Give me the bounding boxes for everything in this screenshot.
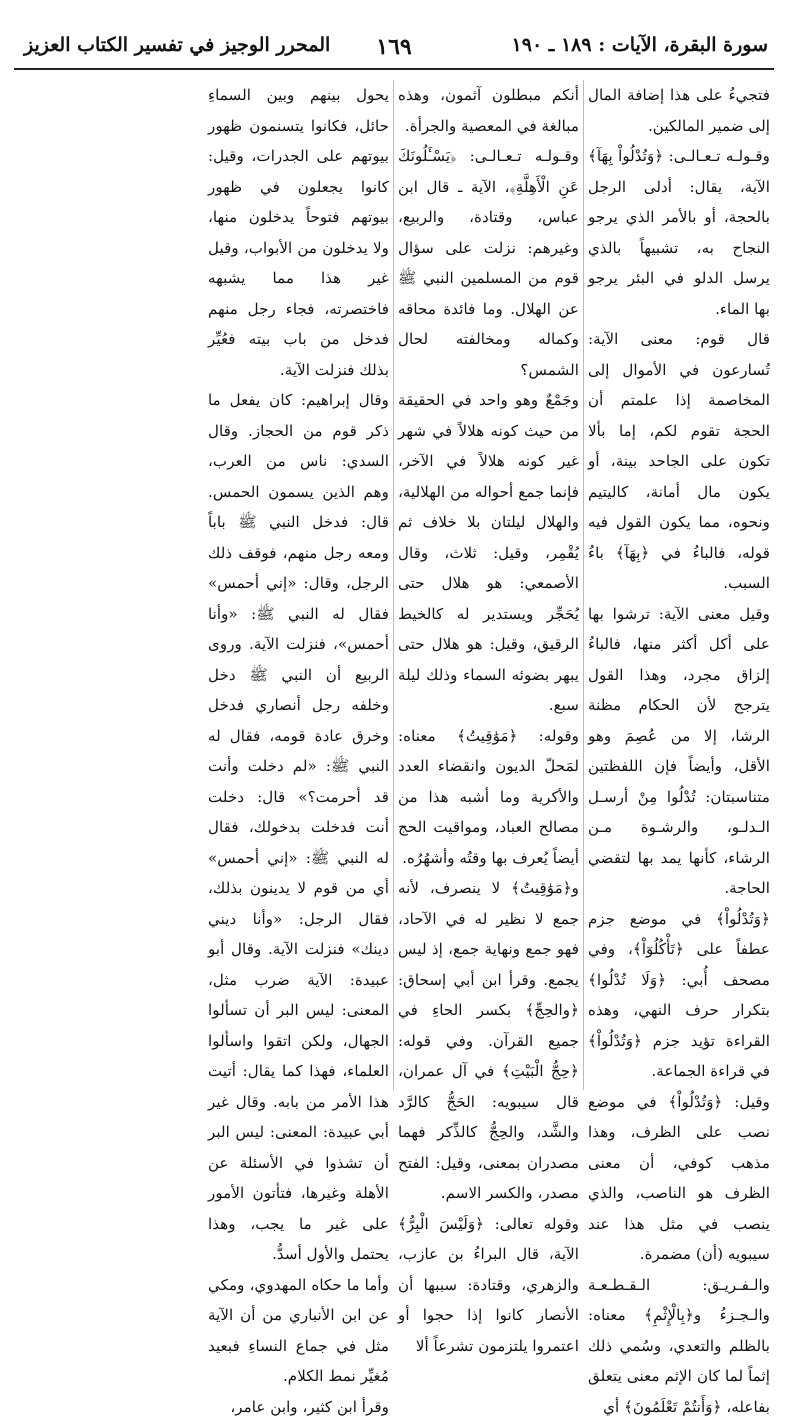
paragraph: قال قوم: معنى الآية: تُسارعون في الأموال إلى المخاصمة إذا علمتم أن الحجة تقوم لكم، إما بألا تكون على الجاحد بينة، أو يكون مال أمانة، كاليتيم ونحوه، مما يكون القول فيه قوله، فالباءُ في ﴿بِهَآ﴾ باءُ السبب. — [588, 324, 770, 599]
column-1 — [584, 80, 774, 1090]
paragraph: و﴿مَوَٰقِيتُ﴾ لا ينصرف، لأنه جمع لا نظير له في الآحاد، فهو جمع ونهاية جمع، إذ ليس يجمع. وقرأ ابن أبي إسحاق: ﴿والحِجِّ﴾ بكسر الحاءِ في جميع القرآن. وفي قوله: ﴿حِجُّ الْبَيْتِ﴾ في آل عمران، قال سيبويه: الحَجُّ كالرَّد والشَّد، والحِجُّ كالذِّكر فهما مصدران بمعنى، وقيل: الفتح مصدر، والكسر الاسم. — [398, 873, 579, 1209]
text-columns — [14, 80, 774, 1090]
paragraph: وقيل: ﴿وَتُدْلُواْ﴾ في موضع نصب على الظرف، وهذا مذهب كوفي، أن معنى الظرف هو الناصب، والذي ينصب في مثل هذا عند سيبويه (أن) مضمرة. — [588, 1087, 770, 1270]
paragraph: يحول بينهم وبين السماءِ حائل، فكانوا يتسنمون ظهور بيوتهم على الجدرات، وقيل: كانوا يجعلون في ظهور بيوتهم فتوحاً يدخلون منها، ولا يدخلون من الأبواب، وقيل غير هذا مما يشبهه فاختصرته، فجاء رجل منهم فدخل من باب بيته فعُيِّر بذلك فنزلت الآية. — [208, 80, 389, 385]
paragraph: ﴿وَتُدْلُواْ﴾ في موضع جزم عطفاً على ﴿تَأْكُلُوٓاْ﴾، وفي مصحف أُبي: ﴿وَلَا تُدْلُوا﴾ بتكرار حرف النهي، وهذه القراءة تؤيد جزم ﴿وَتُدْلُواْ﴾ في قراءة الجماعة. — [588, 904, 770, 1087]
surah-label: سورة البقرة، الآيات : ١٨٩ ـ ١٩٠ — [512, 34, 768, 56]
paragraph: وقـولـه تـعـالـى: ﴿يَسْـَٔلُونَكَ عَنِ الْأَهِلَّةِ﴾، الآية ـ قال ابن عباس، وقتادة، والربيع، وغيرهم: نزلت على سؤال قوم من المسلمين النبي ﷺ عن الهلال. وما فائدة محاقه وكماله ومخالفته لحال الشمس؟ — [398, 141, 579, 385]
paragraph: والـفـريـق: الـقـطـعـة والـجـزءُ و﴿بِالْإِثْمِ﴾ معناه: بالظلم والتعدي، وسُمي ذلك إثماً لما كان الإثم معنى يتعلق بفاعله، ﴿وَأَنتُمْ تَعْلَمُونَ﴾ أي — [588, 1270, 770, 1422]
paragraph: أنكم مبطلون آثمون، وهذه مبالغة في المعصية والجرأة. — [398, 80, 579, 141]
paragraph: وقوله تعالى: ﴿وَلَيْسَ الْبِرُّ﴾ الآية، قال البراءُ بن عازب، والزهري، وقتادة: سببها أن الأنصار كانوا إذا حجوا أو اعتمروا يلتزمون تشرعاً ألا — [398, 1209, 579, 1362]
page-header — [14, 34, 774, 70]
paragraph: وقـولـه تـعـالـى: ﴿وَتُدْلُواْ بِهَآ﴾ الآية، يقال: أدلى الرجل بالحجة، أو بالأمر الذي يرجو النجاح به، تشبيهاً بالذي يرسل الدلو في البئر يرجو بها الماء. — [588, 141, 770, 324]
paragraph: وقال إبراهيم: كان يفعل ما ذكر قوم من الحجاز. وقال السدي: ناس من العرب، وهم الذين يسمون الحمس. قال: فدخل النبي ﷺ باباً ومعه رجل منهم، فوقف ذلك الرجل، وقال: «إني أحمس» فقال له النبي ﷺ: «وأنا أحمس»، فنزلت الآية. وروى الربيع أن النبي ﷺ دخل وخلفه رجل أنصاري فدخل وخرق عادة قومه، فقال له النبي ﷺ: «لم دخلت وأنت قد أحرمت؟» قال: دخلت أنت فدخلت بدخولك، فقال له النبي ﷺ: «إني أحمس» أي من قوم لا يدينون بذلك، فقال الرجل: «وأنا ديني دينك» فنزلت الآية. وقال أبو عبيدة: الآية ضرب مثل، المعنى: ليس البر أن تسألوا الجهال، ولكن اتقوا واسألوا العلماء، فهذا كما يقال: أتيت هذا الأمر من بابه. وقال غير أبي عبيدة: المعنى: ليس البر أن تشذوا في الأسئلة عن الأهلة وغيرها، فتأتون الأمور على غير ما يجب، وهذا يحتمل والأول أسدُّ. — [208, 385, 389, 1270]
paragraph: وقرأ ابن كثير، وابن عامر، — [208, 1392, 389, 1422]
column-2 — [394, 80, 584, 1090]
page-number: ١٦٩ — [14, 34, 774, 60]
book-title: المحرر الوجيز في تفسير الكتاب العزيز — [24, 34, 330, 56]
column-3 — [204, 80, 394, 1090]
paragraph: فتجيءُ على هذا إضافة المال إلى ضمير المالكين. — [588, 80, 770, 141]
paragraph: وأما ما حكاه المهدوي، ومكي عن ابن الأنباري من أن الآية مثل في جماع النساءِ فبعيد مُغيِّر نمط الكلام. — [208, 1270, 389, 1392]
paragraph: وجَمْعٌ وهو واحد في الحقيقة من حيث كونه هلالاً في شهر غير كونه هلالاً في الآخر، فإنما جمع أحواله من الهلالية، والهلال ليلتان بلا خلاف ثم يُقْمِر، وقيل: ثلاث، وقال الأصمعي: هو هلال حتى يُحَجِّر ويستدير له كالخيط الرقيق، وقيل: هو هلال حتى يبهر بضوئه السماء وذلك ليلة سبع. — [398, 385, 579, 721]
paragraph: وقوله: ﴿مَوَٰقِيتُ﴾ معناه: لمَحلّ الديون وانقضاء العدد والأكرية وما أشبه هذا من مصالح العباد، ومواقيت الحج أيضاً يُعرف بها وقتُه وأشهُرُه. — [398, 721, 579, 874]
paragraph: وقيل معنى الآية: ترشوا بها على أكل أكثر منها، فالباءُ إلزاق مجرد، وهذا القول يترجح لأن الحكام مظنة الرشا، إلا من عُصِمَ وهو الأقل، وأيضاً فإن اللفظتين متناسبتان: تُدْلُوا مِنْ أرسـل الـدلـو، والرشـوة مـن الرشاء، كأنها يمد بها لتقضي الحاجة. — [588, 599, 770, 904]
